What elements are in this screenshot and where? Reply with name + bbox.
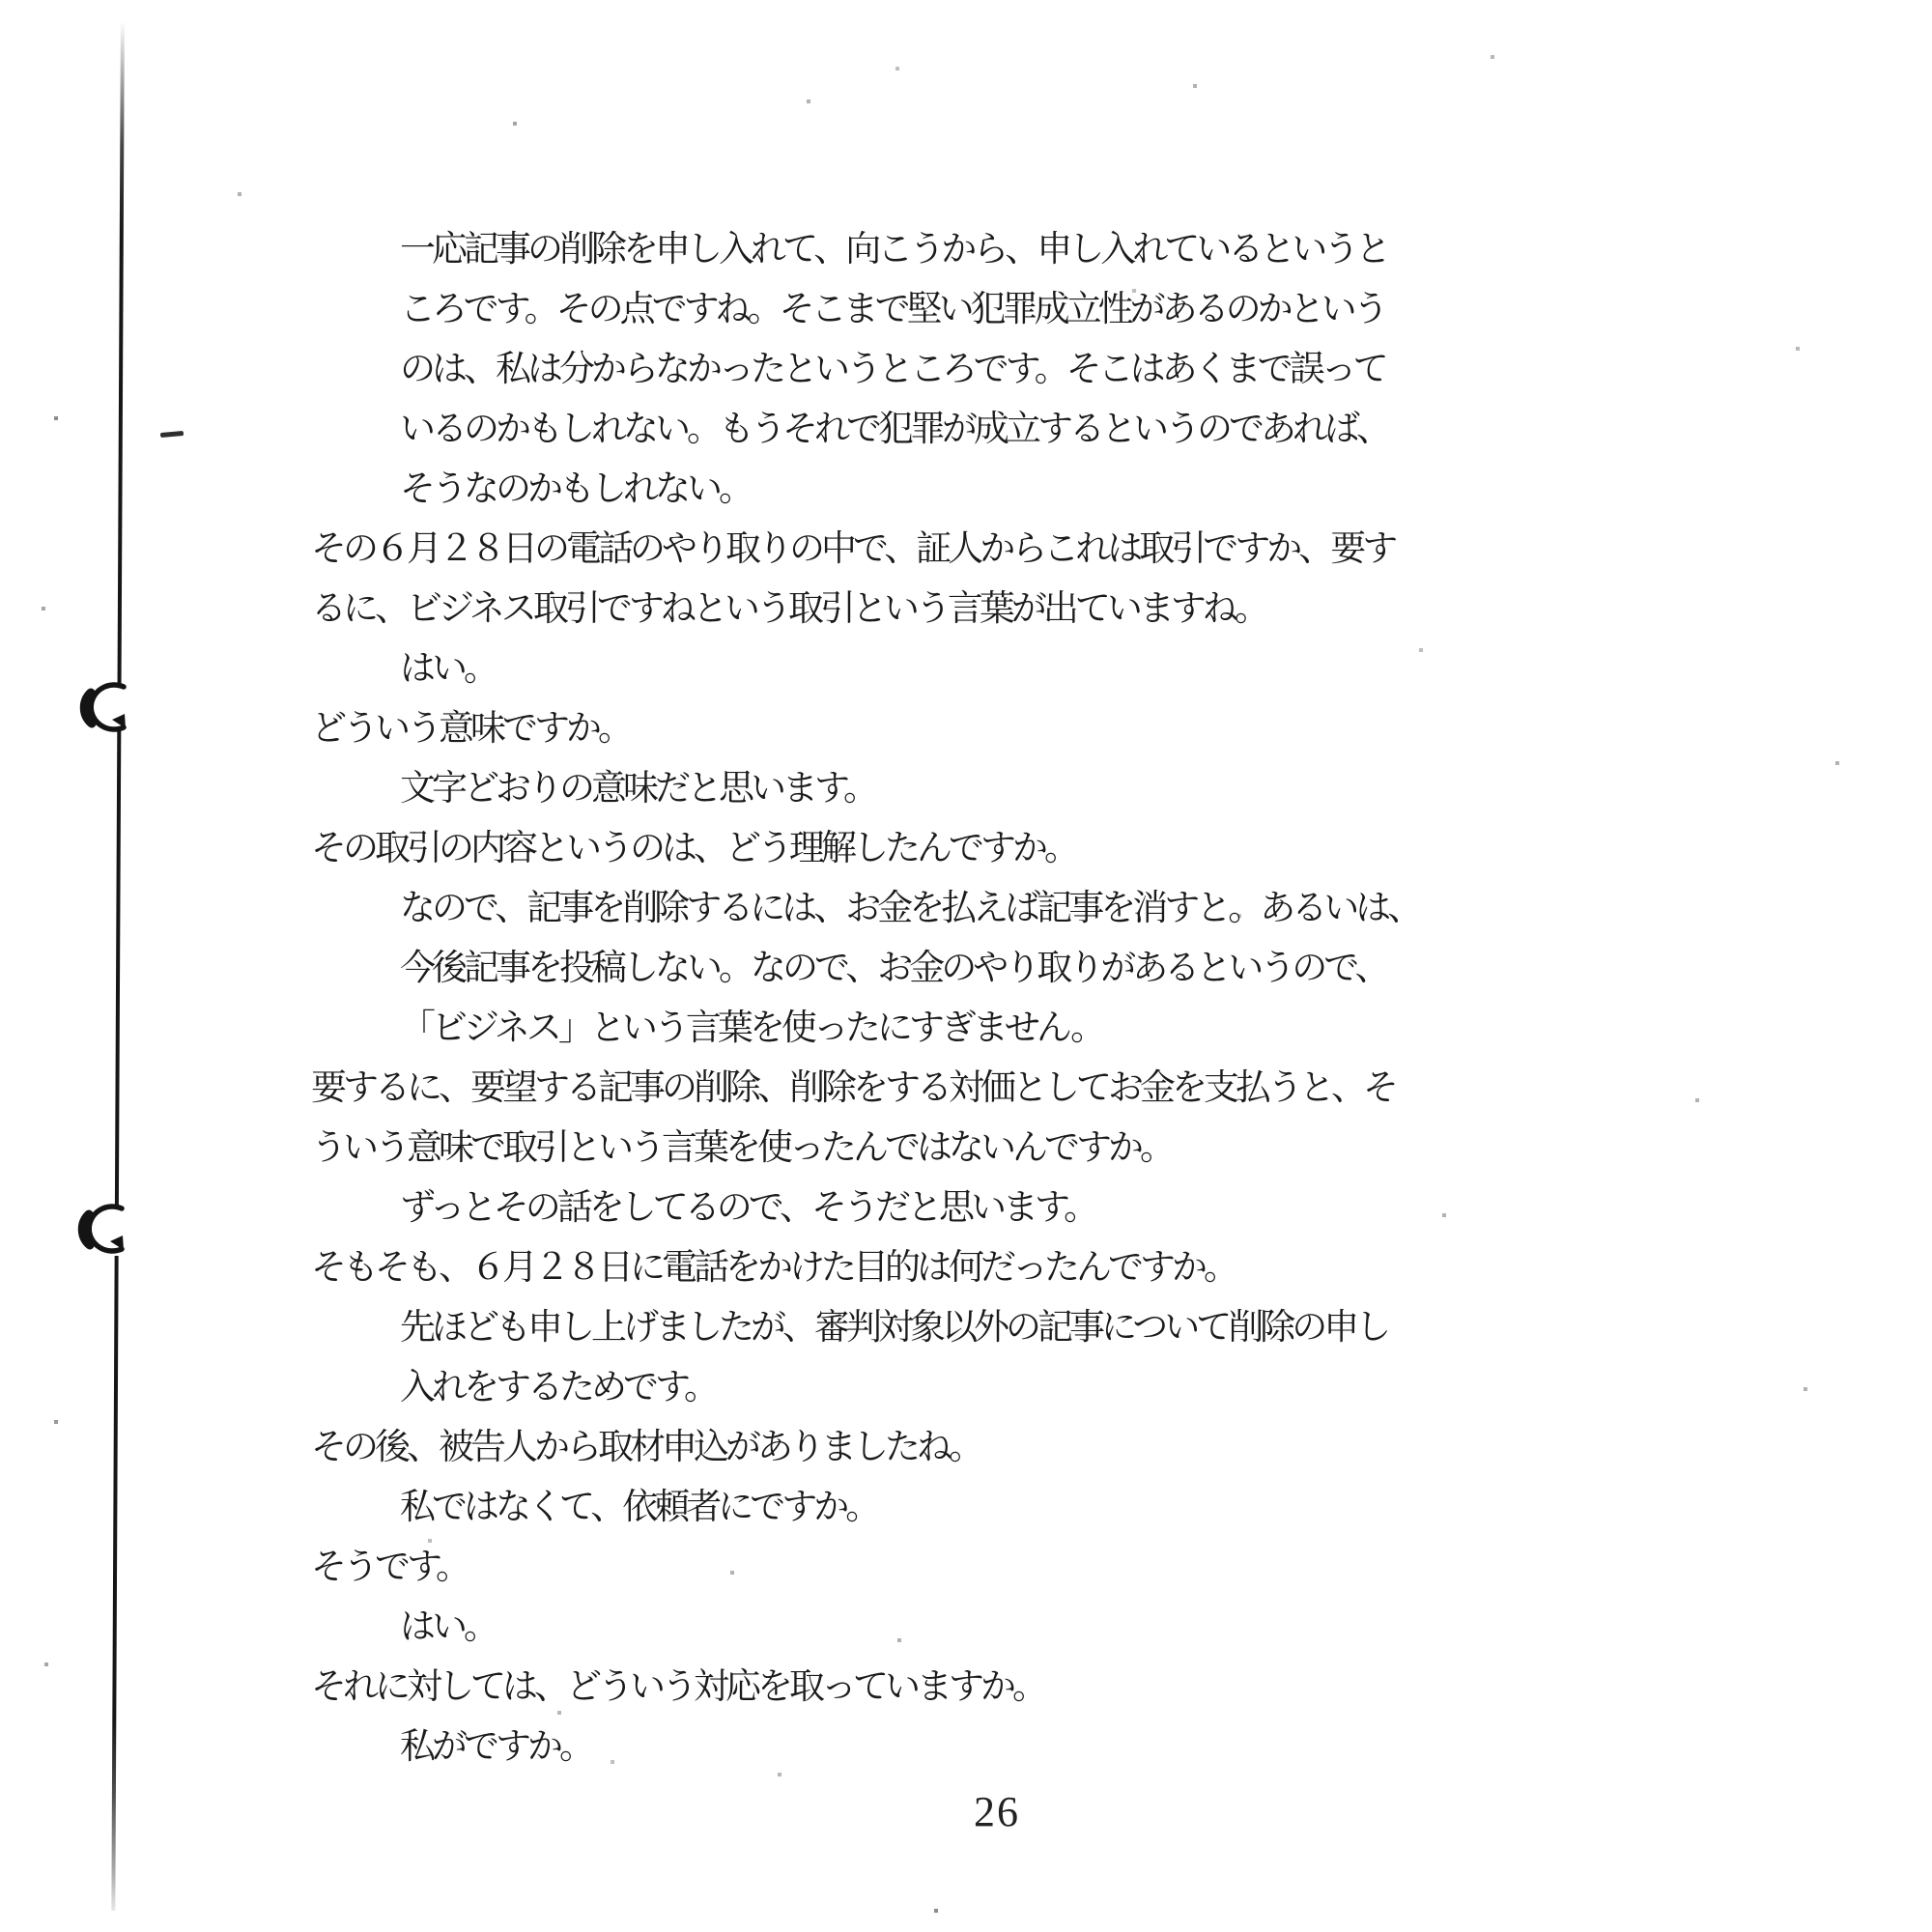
transcript-line: ういう意味で取引という言葉を使ったんではないんですか。	[311, 1128, 1172, 1168]
transcript-line: その後、被告人から取材申込がありましたね。	[311, 1428, 980, 1467]
transcript-line: るに、ビジネス取引ですねという取引という言葉が出ていますね。	[311, 589, 1266, 629]
page-number: 26	[974, 1788, 1020, 1835]
transcript-line: 私ではなくて、依頼者にですか。	[400, 1488, 878, 1527]
binding-line	[118, 21, 125, 686]
transcript-line: 一応記事の削除を申し入れて、向こうから、申し入れているというと	[400, 230, 1388, 270]
transcript-line: 要するに、要望する記事の削除、削除をする対価としてお金を支払うと、そ	[311, 1068, 1395, 1108]
transcript-line: どういう意味ですか。	[311, 709, 630, 749]
transcript-line: その６月２８日の電話のやり取りの中で、証人からこれは取引ですか、要す	[311, 529, 1395, 569]
transcript-line: そもそも、６月２８日に電話をかけた目的は何だったんですか。	[311, 1248, 1236, 1288]
transcript-line: いるのかもしれない。もうそれで犯罪が成立するというのであれば、	[400, 410, 1388, 449]
transcript-line: 文字どおりの意味だと思います。	[400, 769, 876, 809]
transcript	[311, 220, 1470, 1777]
transcript-line: そうなのかもしれない。	[400, 469, 751, 509]
transcript-line: なので、記事を削除するには、お金を払えば記事を消すと。あるいは、	[400, 889, 1420, 928]
transcript-line: 先ほども申し上げましたが、審判対象以外の記事について削除の申し	[400, 1308, 1388, 1348]
transcript-line: それに対しては、どういう対応を取っていますか。	[311, 1667, 1044, 1707]
binding-line	[111, 1256, 118, 1911]
transcript-line: 私がですか。	[400, 1727, 591, 1767]
binder-ring-icon	[73, 678, 137, 744]
binding-edge	[0, 0, 193, 1932]
transcript-line: 「ビジネス」という言葉を使ったにすぎません。	[400, 1009, 1103, 1048]
transcript-line: のは、私は分からなかったというところです。そこはあくまで誤って	[400, 350, 1385, 389]
binder-ring-icon	[71, 1200, 135, 1265]
transcript-line: 入れをするためです。	[400, 1368, 717, 1407]
transcript-line: ころです。その点ですね。そこまで堅い犯罪成立性があるのかという	[400, 290, 1385, 329]
transcript-line: そうです。	[311, 1548, 469, 1587]
transcript-line: その取引の内容というのは、どう理解したんですか。	[311, 829, 1076, 868]
transcript-line: はい。	[400, 1607, 496, 1647]
binding-line	[115, 730, 121, 1209]
transcript-line: 今後記事を投稿しない。なので、お金のやり取りがあるというので、	[400, 949, 1387, 988]
transcript-line: はい。	[400, 649, 496, 689]
scan-noise	[0, 0, 2, 2]
transcript-line: ずっとその話をしてるので、そうだと思います。	[400, 1188, 1096, 1228]
